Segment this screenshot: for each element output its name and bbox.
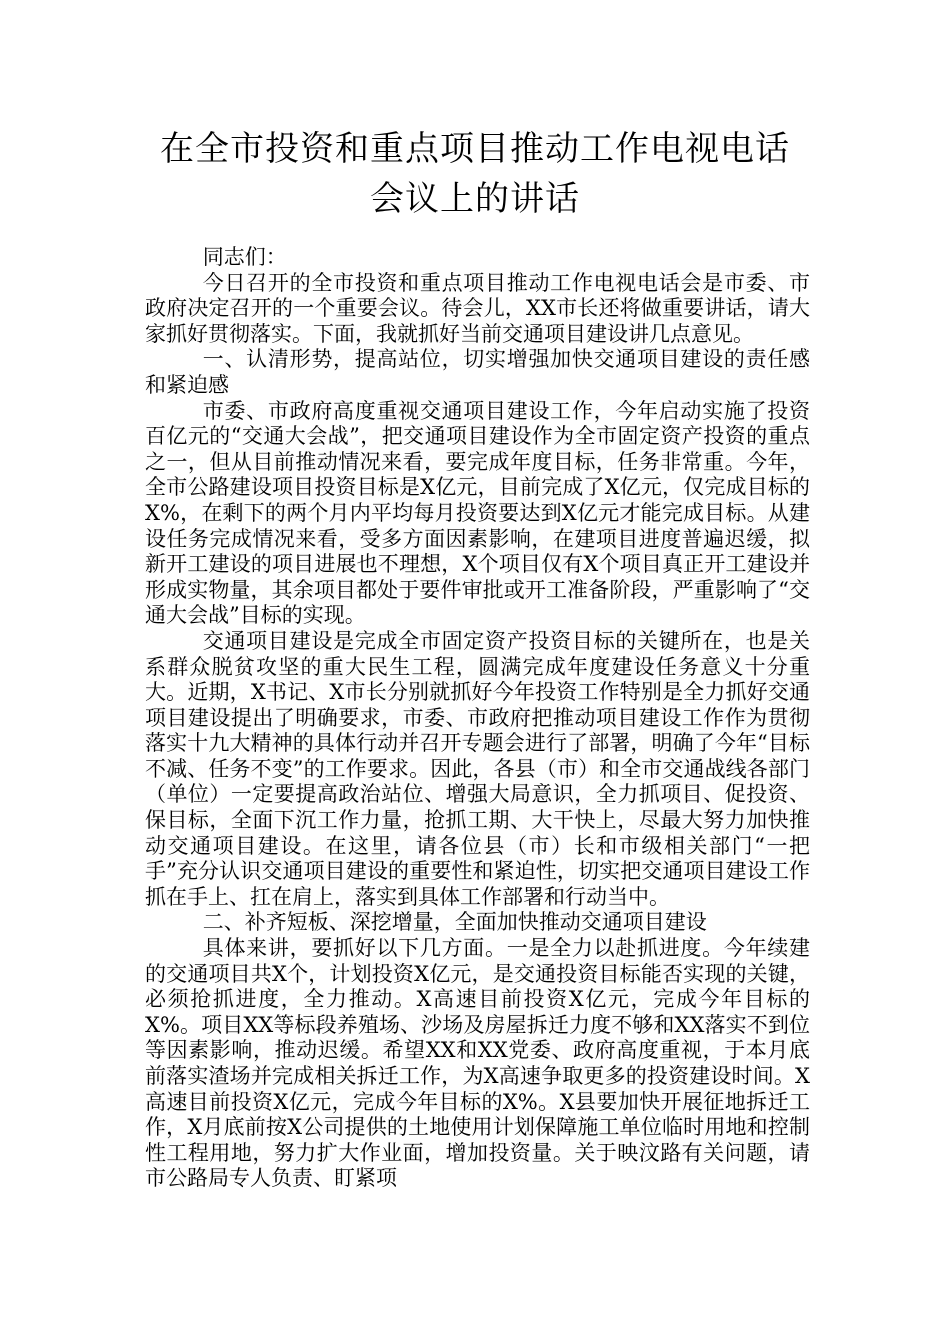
document-title (100, 124, 850, 224)
paragraph: 市委、市政府高度重视交通项目建设工作，今年启动实施了投资百亿元的“交通大会战”，把交通项目建设作为全市固定资产投资的重点之一，但从目前推动情况来看，要完成年度目标，任务非常重。今年，全市公路建设项目投资目标是X亿元，目前完成了X亿元，仅完成目标的X%，在剩下的两个月内平均每月投资要达到X亿元才能完成目标。从建设任务完成情况来看，受多方面因素影响，在建项目进度普遍迟缓，拟新开工建设的项目进展也不理想，X个项目仅有X个项目真正开工建设并形成实物量，其余项目都处于要件审批或开工准备阶段，严重影响了“交通大会战”目标的实现。 (145, 398, 810, 628)
paragraph: 具体来讲，要抓好以下几方面。一是全力以赴抓进度。今年续建的交通项目共X个，计划投资X亿元，是交通投资目标能否实现的关键，必须抢抓进度，全力推动。X高速目前投资X亿元，完成今年目标的X%。项目XX等标段养殖场、沙场及房屋拆迁力度不够和XX落实不到位等因素影响，推动迟缓。希望XX和XX党委、政府高度重视，于本月底前落实渣场并完成相关拆迁工作，为X高速争取更多的投资建设时间。X高速目前投资X亿元，完成今年目标的X%。X县要加快开展征地拆迁工作，X月底前按X公司提供的土地使用计划保障施工单位临时用地和控制性工程用地，努力扩大作业面，增加投资量。关于映汶路有关问题，请市公路局专人负责、盯紧项 (145, 936, 810, 1191)
section-heading-1: 一、认清形势，提高站位，切实增强加快交通项目建设的责任感和紧迫感 (145, 347, 810, 397)
document-body (145, 245, 810, 1192)
title-line-1: 在全市投资和重点项目推动工作电视电话 (160, 129, 790, 169)
title-line-2: 会议上的讲话 (370, 179, 580, 219)
section-heading-2: 二、补齐短板、深挖增量，全面加快推动交通项目建设 (202, 910, 707, 935)
salutation: 同志们： (202, 245, 287, 269)
paragraph: 交通项目建设是完成全市固定资产投资目标的关键所在，也是关系群众脱贫攻坚的重大民生工程，圆满完成年度建设任务意义十分重大。近期，X书记、X市长分别就抓好今年投资工作特别是全力抓好交通项目建设提出了明确要求，市委、市政府把推动项目建设工作作为贯彻落实十九大精神的具体行动并召开专题会进行了部署，明确了今年“目标不减、任务不变”的工作要求。因此，各县（市）和全市交通战线各部门（单位）一定要提高政治站位、增强大局意识，全力抓项目、促投资、保目标，全面下沉工作力量，抢抓工期、大干快上，尽最大努力加快推动交通项目建设。在这里，请各位县（市）长和市级相关部门“一把手”充分认识交通项目建设的重要性和紧迫性，切实把交通项目建设工作抓在手上、扛在肩上，落实到具体工作部署和行动当中。 (145, 628, 810, 909)
paragraph-intro: 今日召开的全市投资和重点项目推动工作电视电话会是市委、市政府决定召开的一个重要会议。待会儿，XX市长还将做重要讲话，请大家抓好贯彻落实。下面，我就抓好当前交通项目建设讲几点意见。 (145, 270, 810, 346)
